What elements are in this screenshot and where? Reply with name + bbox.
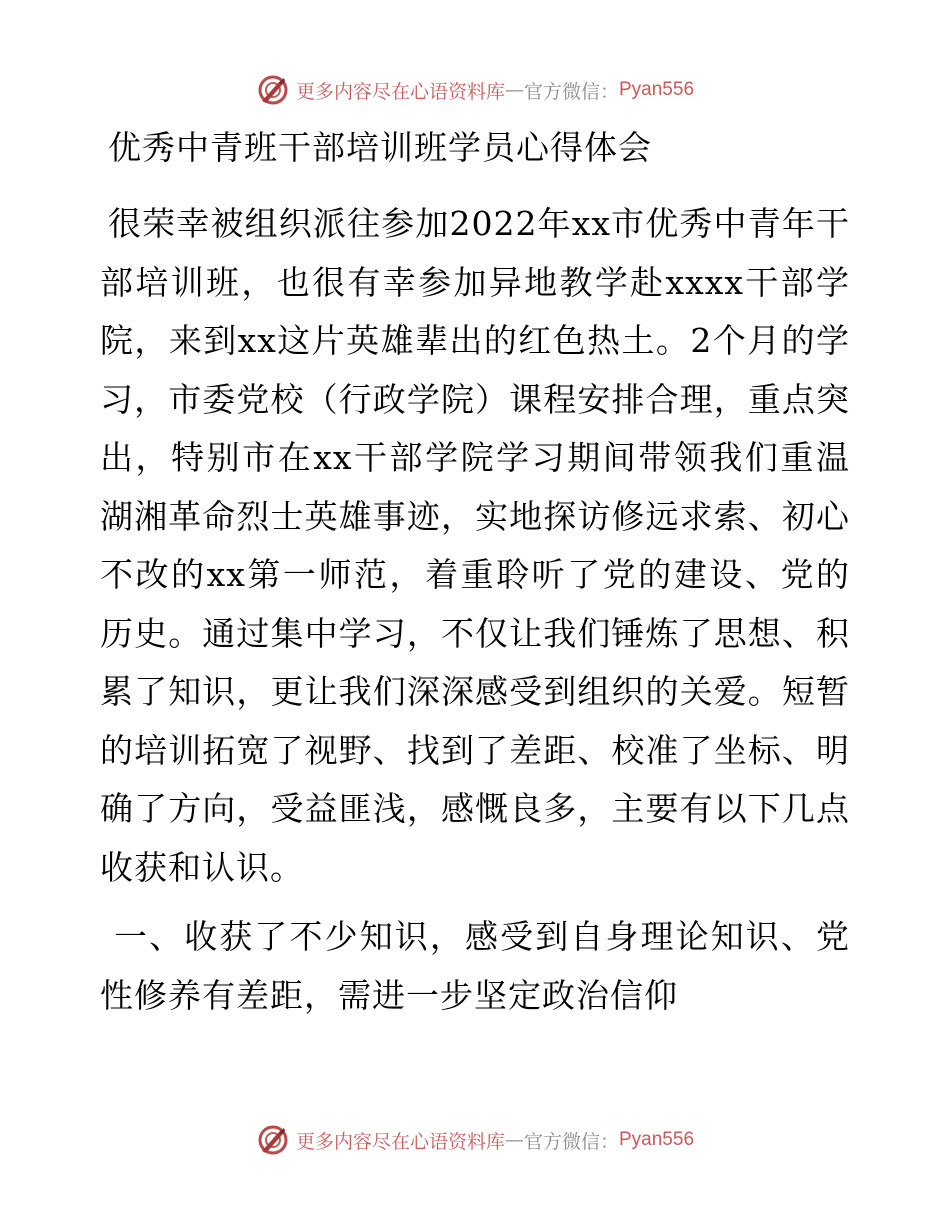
watermark-footer: [0, 1120, 950, 1160]
watermark-separator: —: [504, 79, 524, 101]
watermark-header: [0, 70, 950, 110]
watermark-label: 官方微信：: [523, 80, 619, 103]
watermark-text: 更多内容尽在心语资料库: [295, 1130, 505, 1153]
section-heading-1: 一、收获了不少知识，感受到自身理论知识、党性修养有差距，需进一步坚定政治信仰: [100, 917, 850, 1015]
watermark-separator: —: [504, 1129, 524, 1151]
watermark-wechat-id: Pyan556: [619, 1129, 695, 1150]
brand-logo-icon: [256, 1123, 290, 1157]
watermark-label: 官方微信：: [523, 1130, 619, 1153]
body-paragraph-intro: 很荣幸被组织派往参加2022年xx市优秀中青年干部培训班，也很有幸参加异地教学赴xxxx干部学院，来到xx这片英雄辈出的红色热土。2个月的学习，市委党校（行政学院）课程安排合理，重点突出，特别市在xx干部学院学习期间带领我们重温湖湘革命烈士英雄事迹，实地探访修远求索、初心不改的xx第一师范，着重聆听了党的建设、党的历史。通过集中学习，不仅让我们锤炼了思想、积累了知识，更让我们深深感受到组织的关爱。短暂的培训拓宽了视野、找到了差距、校准了坐标、明确了方向，受益匪浅，感慨良多，主要有以下几点收获和认识。: [100, 204, 850, 887]
brand-logo-icon: [256, 73, 290, 107]
watermark-wechat-id: Pyan556: [619, 79, 695, 100]
watermark-text: 更多内容尽在心语资料库: [295, 80, 505, 103]
document-title: 优秀中青班干部培训班学员心得体会: [108, 128, 652, 167]
